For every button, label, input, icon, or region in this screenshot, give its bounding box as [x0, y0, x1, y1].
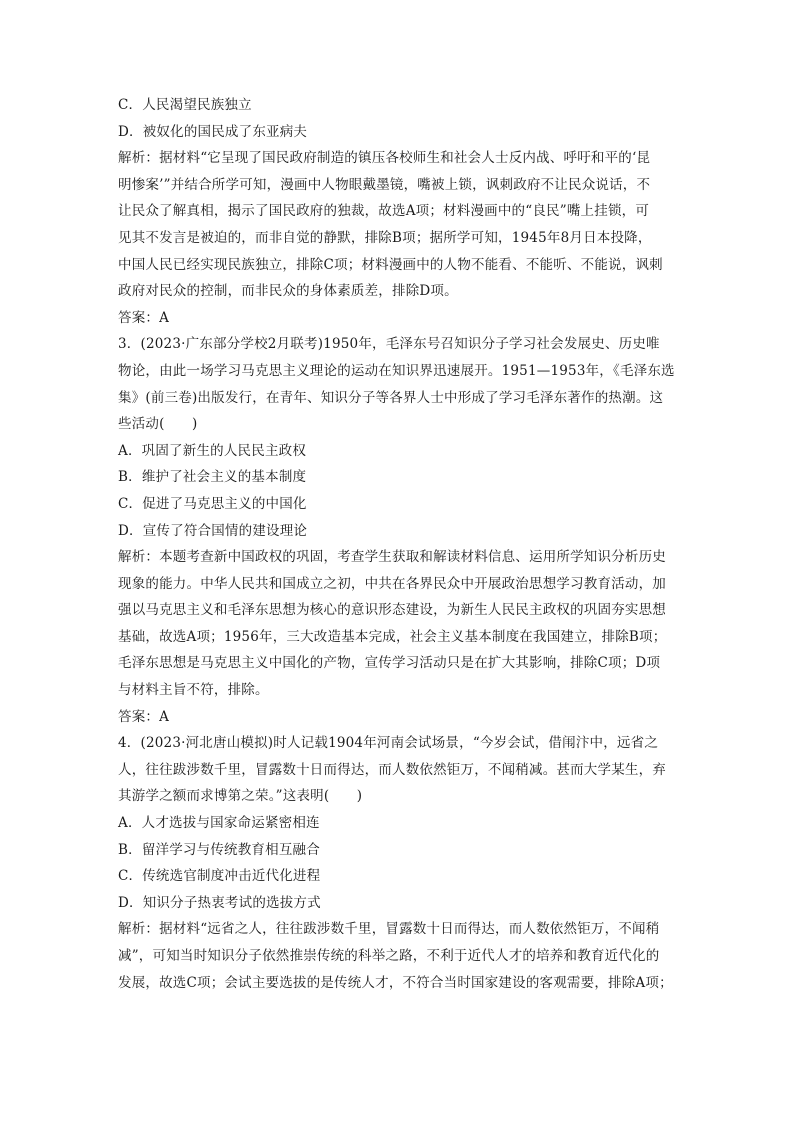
analysis-q2-line: 明惨案’”并结合所学可知，漫画中人物眼戴墨镜，嘴被上锁，讽刺政府不让民众说话，不 [118, 176, 651, 193]
analysis-q4-line: 发展，故选C项；会试主要选拔的是传统人才，不符合当时国家建设的客观需要，排除A项； [118, 974, 673, 991]
question-4-line: 4．(2023·河北唐山模拟)时人记载1904年河南会试场景，“今岁会试，借闱汴中，远省之 [118, 735, 659, 752]
option-b-q3: B．维护了社会主义的基本制度 [118, 469, 307, 486]
option-b-q4: B．留洋学习与传统教育相互融合 [118, 841, 320, 858]
analysis-q2-line: 让民众了解真相，揭示了国民政府的独裁，故选A项；材料漫画中的“良民”嘴上挂锁，可 [118, 203, 650, 220]
analysis-q2-line: 政府对民众的控制，而非民众的身体素质差，排除D项。 [118, 283, 458, 300]
question-3-line: 3．(2023·广东部分学校2月联考)1950年，毛泽东号召知识分子学习社会发展史、历史唯 [118, 336, 660, 353]
option-a-q4: A．人才选拔与国家命运紧密相连 [118, 815, 320, 832]
answer-q3: 答案：A [118, 708, 170, 725]
document-page [118, 92, 678, 996]
question-3-line: 集》(前三卷)出版发行，在青年、知识分子等各界人士中形成了学习毛泽东著作的热潮。这 [118, 389, 664, 406]
analysis-q3-line: 与材料主旨不符，排除。 [118, 682, 269, 699]
analysis-q2-line: 中国人民已经实现民族独立，排除C项；材料漫画中的人物不能看、不能听、不能说，讽刺 [118, 256, 663, 273]
analysis-q2-line: 见其不发言是被迫的，而非自觉的静默，排除B项；据所学可知，1945年8月日本投降， [118, 229, 652, 246]
analysis-q3-line: 基础，故选A项；1956年，三大改造基本完成，社会主义基本制度在我国建立，排除B项； [118, 628, 667, 645]
analysis-q4-line: 解析：据材料“远省之人，往往跋涉数千里，冒露数十日而得达，而人数依然钜万，不闻稍 [118, 921, 660, 938]
option-c-q3: C．促进了马克思主义的中国化 [118, 495, 307, 512]
option-a-q3: A．巩固了新生的人民民主政权 [118, 442, 307, 459]
question-3-line: 些活动( ) [118, 416, 198, 433]
analysis-q4-line: 减”，可知当时知识分子依然推崇传统的科举之路，不利于近代人才的培养和教育近代化的 [118, 948, 660, 964]
analysis-q3-line: 强以马克思主义和毛泽东思想为核心的意识形态建设，为新生人民民主政权的巩固夯实思想 [118, 602, 666, 619]
answer-q2: 答案：A [118, 309, 170, 326]
option-c-q2: C．人民渴望民族独立 [118, 97, 252, 113]
option-d-q3: D．宣传了符合国情的建设理论 [118, 522, 308, 539]
analysis-q3-line: 现象的能力。中华人民共和国成立之初，中共在各界民众中开展政治思想学习教育活动，加 [118, 575, 666, 592]
question-3-line: 物论，由此一场学习马克思主义理论的运动在知识界迅速展开。1951—1953年，《毛泽东选 [118, 362, 675, 379]
question-4-line: 其游学之额而求博第之荣。”这表明( ) [118, 788, 363, 805]
option-d-q2: D．被奴化的国民成了东亚病夫 [118, 123, 308, 140]
question-4-line: 人，往往跋涉数千里，冒露数十日而得达，而人数依然钜万，不闻稍减。甚而大学某生，弃 [118, 761, 666, 778]
analysis-q3-line: 毛泽东思想是马克思主义中国化的产物，宣传学习活动只是在扩大其影响，排除C项；D项 [118, 655, 661, 672]
analysis-q2-line: 解析：据材料“它呈现了国民政府制造的镇压各校师生和社会人士反内战、呼吁和平的‘昆 [118, 150, 651, 167]
option-d-q4: D．知识分子热衷考试的选拔方式 [118, 894, 321, 911]
analysis-q3-line: 解析：本题考查新中国政权的巩固，考查学生获取和解读材料信息、运用所学知识分析历史 [118, 549, 666, 566]
option-c-q4: C．传统选官制度冲击近代化进程 [118, 868, 321, 885]
